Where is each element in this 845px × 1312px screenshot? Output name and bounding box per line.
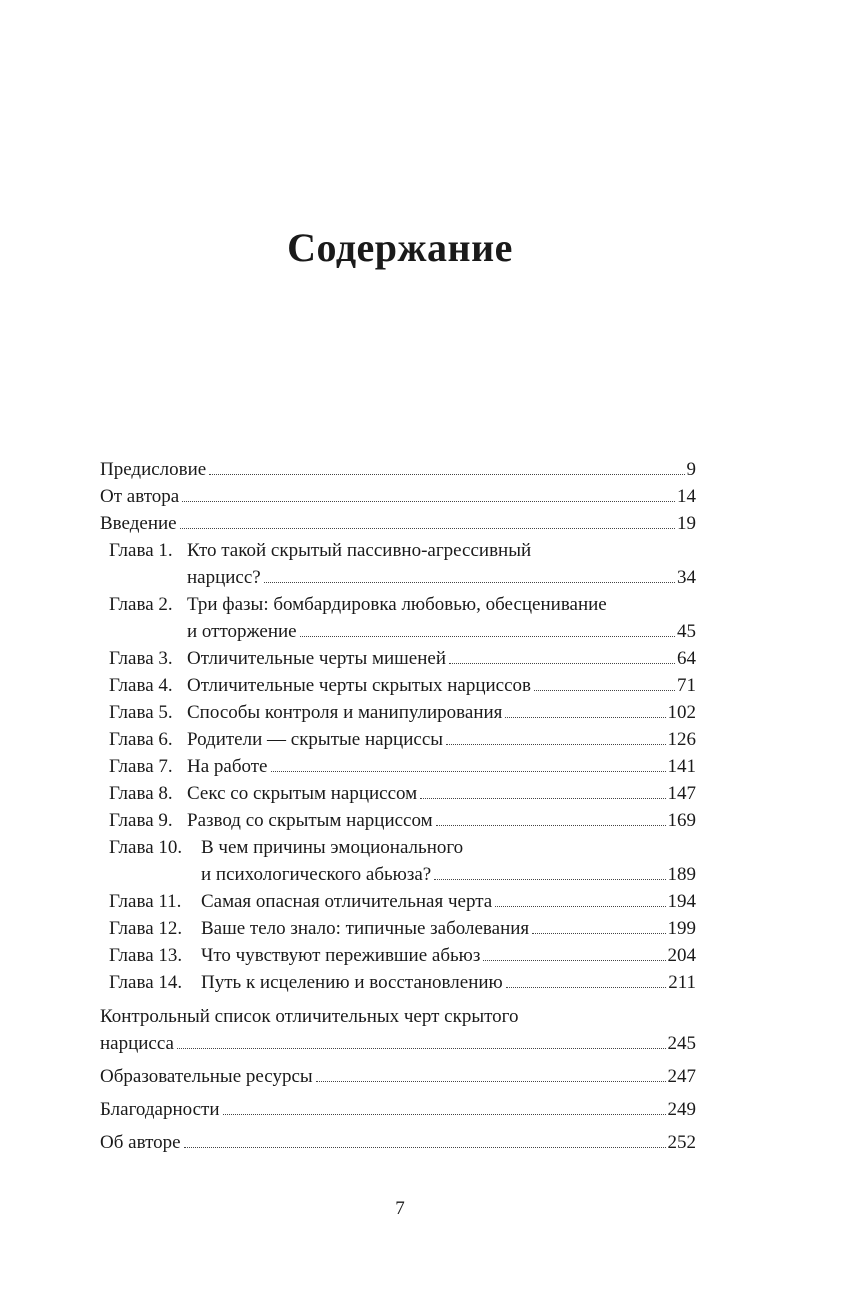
toc-page: 245: [667, 1033, 696, 1054]
dot-leader: [300, 635, 675, 637]
toc-page: 204: [667, 945, 696, 966]
dot-leader: [271, 770, 666, 772]
chapter-number: Глава 2.: [109, 594, 173, 615]
toc-label: Предисловие: [100, 459, 207, 480]
toc-page: 64: [677, 648, 696, 669]
chapter-title-line1: Три фазы: бомбардировка любовью, обесценивание: [187, 594, 607, 615]
toc-entry-chapter-3[interactable]: [100, 645, 696, 672]
dot-leader: [534, 689, 675, 691]
chapter-number: Глава 11.: [109, 891, 182, 912]
toc-entry-chapter-2-cont[interactable]: [100, 618, 696, 645]
toc-entry-chapter-8[interactable]: [100, 780, 696, 807]
chapter-number: Глава 14.: [109, 972, 183, 993]
toc-label: От автора: [100, 486, 180, 507]
toc-entry-preface[interactable]: [100, 456, 696, 483]
toc-entry-chapter-11[interactable]: [100, 888, 696, 915]
toc-page: 102: [667, 702, 696, 723]
dot-leader: [420, 797, 665, 799]
chapter-number: Глава 8.: [109, 783, 173, 804]
chapter-title-line1: Кто такой скрытый пассивно-агрессивный: [187, 540, 532, 561]
chapter-title: Развод со скрытым нарциссом: [187, 810, 433, 831]
toc-entry-chapter-10[interactable]: [100, 834, 696, 861]
toc-entry-from-author[interactable]: [100, 483, 696, 510]
toc-label: Введение: [100, 513, 177, 534]
toc-entry-chapter-2[interactable]: [100, 591, 696, 618]
page-number: 7: [395, 1198, 405, 1219]
toc-page: 34: [677, 567, 696, 588]
dot-leader: [177, 1047, 666, 1049]
toc-label-line1: Контрольный список отличительных черт скрытого: [100, 1006, 519, 1027]
toc-page: 211: [668, 972, 696, 993]
toc-entry-chapter-7[interactable]: [100, 753, 696, 780]
chapter-title: Путь к исцелению и восстановлению: [201, 972, 503, 993]
chapter-number: Глава 10.: [109, 837, 183, 858]
chapter-title: Способы контроля и манипулирования: [187, 702, 503, 723]
toc-page: 189: [667, 864, 696, 885]
toc-entry-chapter-9[interactable]: [100, 807, 696, 834]
chapter-title-line2: и психологического абьюза?: [201, 864, 432, 885]
chapter-number: Глава 6.: [109, 729, 173, 750]
chapter-number: Глава 3.: [109, 648, 173, 669]
toc-page: 9: [686, 459, 696, 480]
dot-leader: [532, 932, 665, 934]
toc-entry-acknowledgements[interactable]: [100, 1096, 696, 1123]
chapter-number: Глава 4.: [109, 675, 173, 696]
toc-page: 71: [677, 675, 696, 696]
toc-label-line2: нарцисса: [100, 1033, 174, 1054]
chapter-number: Глава 9.: [109, 810, 173, 831]
toc-page: 19: [677, 513, 696, 534]
dot-leader: [182, 500, 675, 502]
chapter-title-line2: и отторжение: [187, 621, 297, 642]
dot-leader: [316, 1080, 666, 1082]
toc-entry-resources[interactable]: [100, 1063, 696, 1090]
toc-label: Об авторе: [100, 1132, 181, 1153]
chapter-title-line2: нарцисс?: [187, 567, 261, 588]
toc-label: Благодарности: [100, 1099, 220, 1120]
toc-entry-chapter-12[interactable]: [100, 915, 696, 942]
toc-page: 249: [667, 1099, 696, 1120]
toc-page: 169: [667, 810, 696, 831]
dot-leader: [184, 1146, 666, 1148]
chapter-title: Секс со скрытым нарциссом: [187, 783, 418, 804]
dot-leader: [495, 905, 665, 907]
page-title: Содержание: [287, 225, 513, 270]
dot-leader: [264, 581, 675, 583]
dot-leader: [436, 824, 666, 826]
chapter-number: Глава 12.: [109, 918, 183, 939]
chapter-title: Ваше тело знало: типичные заболевания: [201, 918, 530, 939]
toc-entry-chapter-10-cont[interactable]: [100, 861, 696, 888]
dot-leader: [483, 959, 665, 961]
toc-entry-about-author[interactable]: [100, 1129, 696, 1156]
chapter-number: Глава 7.: [109, 756, 173, 777]
dot-leader: [434, 878, 665, 880]
dot-leader: [223, 1113, 666, 1115]
chapter-title: Родители — скрытые нарциссы: [187, 729, 444, 750]
chapter-title: Самая опасная отличительная черта: [201, 891, 493, 912]
chapter-title-line1: В чем причины эмоционального: [201, 837, 464, 858]
toc-entry-chapter-5[interactable]: [100, 699, 696, 726]
chapter-title: Отличительные черты мишеней: [187, 648, 447, 669]
toc-entry-chapter-6[interactable]: [100, 726, 696, 753]
toc-entry-checklist-cont[interactable]: [100, 1030, 696, 1057]
toc-entry-checklist[interactable]: [100, 1003, 696, 1030]
toc-page: 252: [667, 1132, 696, 1153]
toc-page: 126: [667, 729, 696, 750]
dot-leader: [209, 473, 684, 475]
toc-entry-chapter-1-cont[interactable]: [100, 564, 696, 591]
toc-page: 147: [667, 783, 696, 804]
toc-entry-chapter-4[interactable]: [100, 672, 696, 699]
toc-page: 194: [667, 891, 696, 912]
chapter-number: Глава 13.: [109, 945, 183, 966]
dot-leader: [505, 716, 665, 718]
toc-page: 45: [677, 621, 696, 642]
dot-leader: [446, 743, 665, 745]
toc-label: Образовательные ресурсы: [100, 1066, 313, 1087]
dot-leader: [506, 986, 666, 988]
toc-entry-chapter-13[interactable]: [100, 942, 696, 969]
toc-page: 141: [667, 756, 696, 777]
chapter-number: Глава 5.: [109, 702, 173, 723]
toc-entry-chapter-14[interactable]: [100, 969, 696, 996]
toc-entry-introduction[interactable]: [100, 510, 696, 537]
toc-page: 199: [667, 918, 696, 939]
dot-leader: [449, 662, 675, 664]
table-of-contents: [100, 456, 696, 1156]
toc-page: 14: [677, 486, 696, 507]
chapter-title: На работе: [187, 756, 268, 777]
toc-entry-chapter-1[interactable]: [100, 537, 696, 564]
chapter-title: Что чувствуют пережившие абьюз: [201, 945, 481, 966]
dot-leader: [180, 527, 675, 529]
toc-page: 247: [667, 1066, 696, 1087]
chapter-number: Глава 1.: [109, 540, 173, 561]
chapter-title: Отличительные черты скрытых нарциссов: [187, 675, 532, 696]
